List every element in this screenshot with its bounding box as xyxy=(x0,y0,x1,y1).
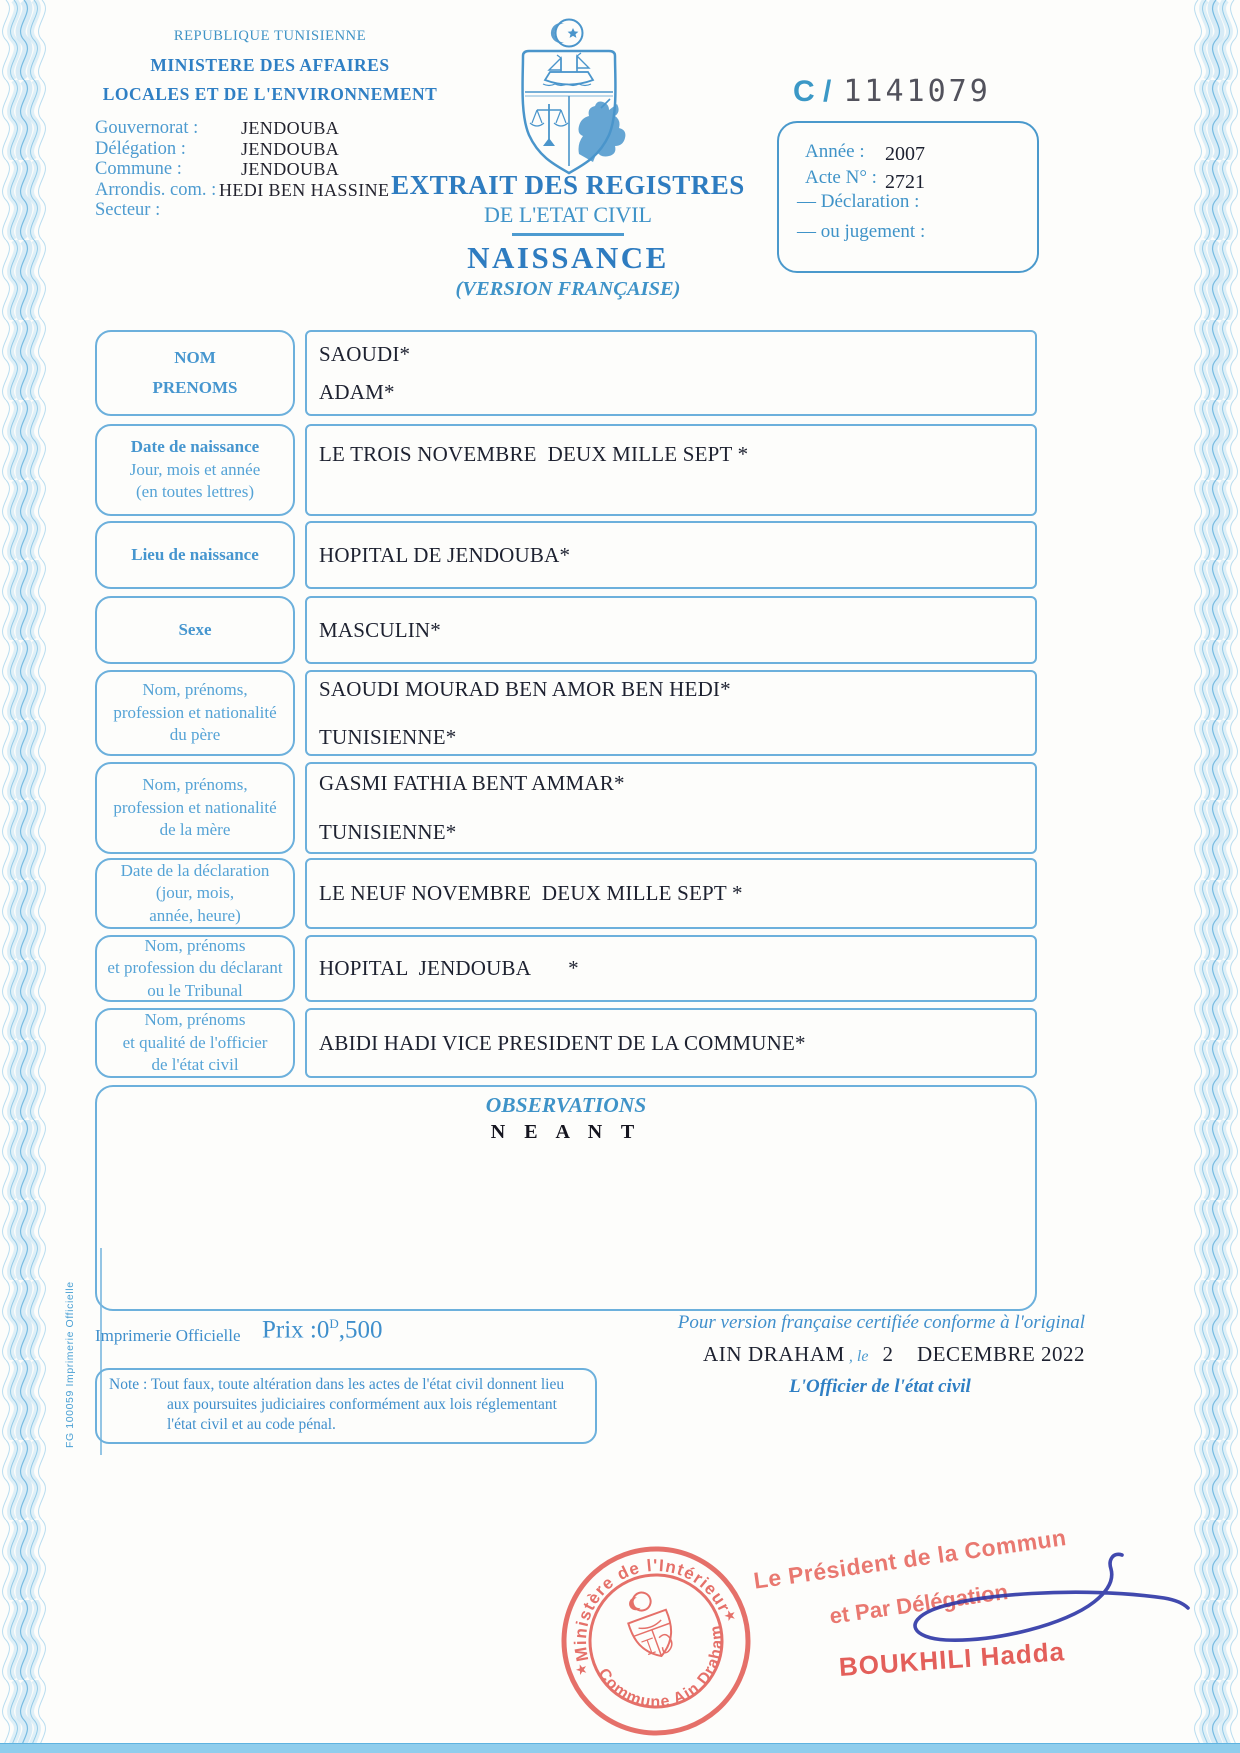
admin-row-gouvernorat xyxy=(95,118,389,139)
label-line: Jour, mois et année xyxy=(129,459,261,479)
label-line: Nom, prénoms xyxy=(144,1010,246,1030)
print-reference-vertical-text: FG 100059 Imprimerie Officielle xyxy=(64,1281,76,1448)
price-text xyxy=(262,1316,383,1344)
act-reference-box xyxy=(777,121,1039,273)
observations-title: OBSERVATIONS xyxy=(485,1093,647,1117)
value-date-declaration: LE NEUF NOVEMBRE DEUX MILLE SEPT * xyxy=(319,881,743,905)
title-etat-civil: DE L'ETAT CIVIL xyxy=(484,202,652,227)
value-pere-nationalite: TUNISIENNE* xyxy=(319,724,457,749)
ministry-line2: LOCALES ET DE L'ENVIRONNEMENT xyxy=(102,84,438,104)
handwritten-signature xyxy=(845,1545,1195,1695)
label-line: (jour, mois, xyxy=(155,883,235,903)
stamp-center-emblem xyxy=(620,1586,681,1663)
label-line: ou le Tribunal xyxy=(147,980,243,1000)
serial-prefix: C / xyxy=(793,75,832,108)
serial-number-block xyxy=(793,74,991,109)
label-line: profession et nationalité xyxy=(113,797,277,817)
arrondissement-label: Arrondis. com. : xyxy=(95,179,217,200)
observations-box xyxy=(95,1085,1037,1311)
field-value-lieu-naissance xyxy=(305,521,1037,589)
annee-label: Année : xyxy=(805,141,865,162)
gouvernorat-label: Gouvernorat : xyxy=(95,118,199,138)
field-value-sexe xyxy=(305,596,1037,664)
field-label-mere xyxy=(95,762,295,854)
header-left-block xyxy=(95,28,445,105)
arrondissement-value: HEDI BEN HASSINE xyxy=(219,179,390,200)
legal-note-text: Note : Tout faux, toute altération dans les actes de l'état civil donnent lieu aux poursuites judiciaires conformément aux lois réglementant l'état civil et au code pénal. xyxy=(109,1376,565,1433)
label-line: Nom, prénoms, xyxy=(142,775,248,795)
label-line: Nom, prénoms xyxy=(144,935,246,955)
acte-numero-value: 2721 xyxy=(885,171,925,193)
label-line: et profession du déclarant xyxy=(107,958,283,978)
secteur-label: Secteur : xyxy=(95,200,161,220)
value-officier: ABIDI HADI VICE PRESIDENT DE LA COMMUNE* xyxy=(319,1030,806,1055)
field-label-pere xyxy=(95,670,295,756)
stamp-star-left-icon: ★ xyxy=(573,1661,591,1680)
officer-title-line: L'Officier de l'état civil xyxy=(789,1376,971,1397)
place-name: AIN DRAHAM xyxy=(703,1342,845,1366)
value-date-naissance: LE TROIS NOVEMBRE DEUX MILLE SEPT * xyxy=(319,442,749,466)
president-stamp-line2: et Par Délégation xyxy=(828,1578,1010,1629)
tunisia-coat-of-arms xyxy=(505,16,633,180)
label-line: et qualité de l'officier xyxy=(122,1032,268,1052)
signer-name-stamp: BOUKHILI Hadda xyxy=(838,1636,1066,1682)
guilloche-border-right xyxy=(1192,0,1240,1753)
field-value-mere xyxy=(305,762,1037,854)
value-mere-nationalite: TUNISIENNE* xyxy=(319,820,457,844)
observations-value: N E A N T xyxy=(490,1121,642,1143)
date-month-year: DECEMBRE 2022 xyxy=(916,1342,1086,1366)
jugement-label: — ou jugement : xyxy=(797,221,926,242)
value-lieu-naissance: HOPITAL DE JENDOUBA* xyxy=(319,542,571,567)
document-title-block xyxy=(338,170,798,301)
legal-note-box xyxy=(95,1368,597,1444)
acte-numero-label: Acte N° : xyxy=(805,167,877,188)
label-line: PRENOMS xyxy=(152,378,238,397)
title-underline xyxy=(512,233,624,236)
annee-value: 2007 xyxy=(885,143,925,165)
declaration-label: — Déclaration : xyxy=(797,191,920,212)
admin-row-delegation xyxy=(95,139,389,160)
title-naissance: NAISSANCE xyxy=(467,240,669,275)
stamp-ring-text-top: Ministère de l'Intérieur xyxy=(570,1555,734,1663)
field-value-pere xyxy=(305,670,1037,756)
label-line: Sexe xyxy=(178,619,212,639)
field-label-sexe xyxy=(95,596,295,664)
label-line: du père xyxy=(169,725,221,745)
label-line: de la mère xyxy=(159,820,231,840)
svg-text:Ministère de l'Intérieur xyxy=(556,1541,735,1667)
commune-round-stamp xyxy=(556,1541,756,1741)
label-line: Lieu de naissance xyxy=(131,544,259,564)
commune-value: JENDOUBA xyxy=(241,159,340,179)
certification-line: Pour version française certifiée conforme à l'original xyxy=(677,1312,1085,1333)
field-value-declarant xyxy=(305,935,1037,1002)
value-declarant: HOPITAL JENDOUBA * xyxy=(319,956,579,980)
value-mere-nom: GASMI FATHIA BENT AMMAR* xyxy=(319,771,625,795)
gouvernorat-value: JENDOUBA xyxy=(241,118,340,138)
label-line: NOM xyxy=(174,347,216,367)
stamp-star-right-icon: ★ xyxy=(721,1607,739,1626)
title-version-francaise: (VERSION FRANÇAISE) xyxy=(455,278,681,300)
commune-label: Commune : xyxy=(95,159,182,179)
label-line: de l'état civil xyxy=(151,1055,239,1075)
serial-number: 1141079 xyxy=(843,74,991,109)
president-stamp-line1: Le Président de la Commun xyxy=(752,1524,1068,1594)
delegation-value: JENDOUBA xyxy=(241,138,340,159)
date-day: 2 xyxy=(882,1342,893,1366)
field-label-nom-prenoms xyxy=(95,330,295,416)
bottom-edge-strip xyxy=(0,1743,1240,1753)
field-value-officier xyxy=(305,1008,1037,1078)
label-line: (en toutes lettres) xyxy=(135,482,254,502)
title-extrait: EXTRAIT DES REGISTRES xyxy=(391,170,745,200)
field-label-officier xyxy=(95,1008,295,1078)
label-line: profession et nationalité xyxy=(113,702,277,722)
label-line: Date de naissance xyxy=(130,437,260,457)
field-value-nom-prenoms xyxy=(305,330,1037,416)
price-prefix: Prix :0 xyxy=(262,1316,330,1344)
label-line: Date de la déclaration xyxy=(120,860,270,880)
value-pere-nom: SAOUDI MOURAD BEN AMOR BEN HEDI* xyxy=(319,676,731,701)
imprimerie-label: Imprimerie Officielle xyxy=(95,1326,241,1345)
field-label-declarant xyxy=(95,935,295,1002)
republic-title: REPUBLIQUE TUNISIENNE xyxy=(173,28,367,44)
label-line: année, heure) xyxy=(149,905,241,925)
delegation-label: Délégation : xyxy=(95,138,186,159)
label-line: Nom, prénoms, xyxy=(142,680,248,700)
field-value-date-naissance xyxy=(305,424,1037,516)
field-label-date-naissance xyxy=(95,424,295,516)
field-label-lieu-naissance xyxy=(95,521,295,589)
value-nom: SAOUDI* xyxy=(319,341,411,366)
guilloche-border-left xyxy=(0,0,48,1753)
field-label-date-declaration xyxy=(95,858,295,929)
stamp-ring-text-bottom: Commune Ain Draham xyxy=(594,1624,727,1712)
le-label: , le xyxy=(848,1348,869,1365)
price-dinar-sup: D xyxy=(329,1316,339,1331)
ministry-line1: MINISTERE DES AFFAIRES xyxy=(150,55,390,75)
place-date-line xyxy=(703,1342,1085,1367)
value-sexe: MASCULIN* xyxy=(319,617,441,642)
field-value-date-declaration xyxy=(305,858,1037,929)
value-prenoms: ADAM* xyxy=(319,379,395,404)
price-suffix: ,500 xyxy=(338,1316,383,1344)
